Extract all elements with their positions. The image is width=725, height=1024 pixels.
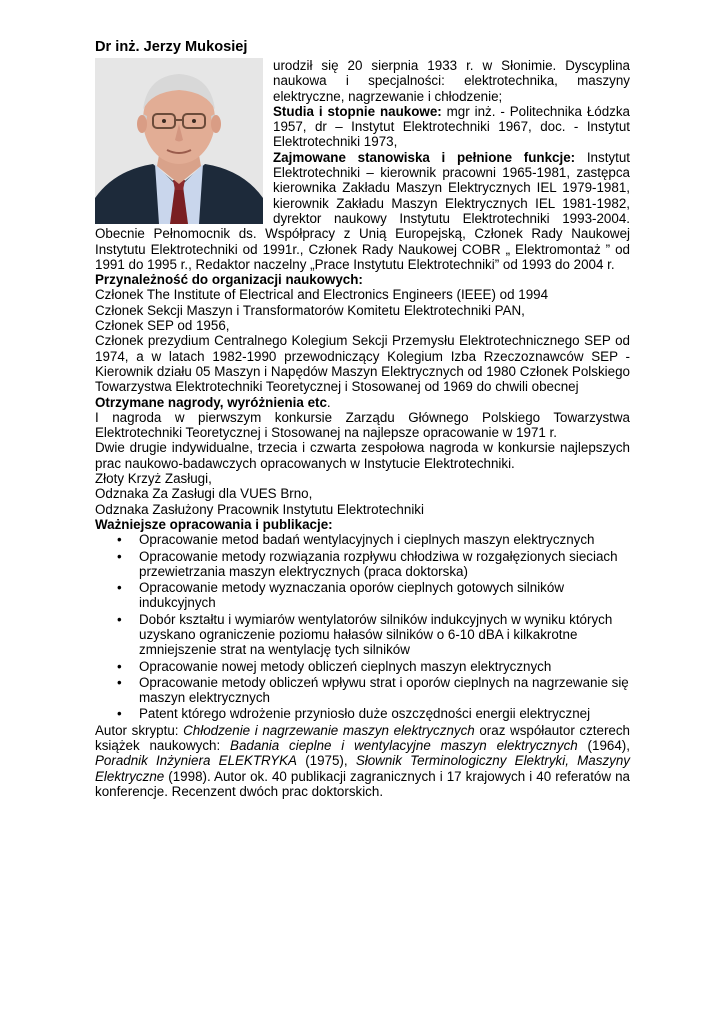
publication-text: Opracowanie metody rozwiązania rozpływu chłodziwa w rozgałęzionych sieciach przewietrzania maszyn elektrycznych (praca doktorska) — [139, 548, 618, 579]
positions-label: Zajmowane stanowiska i pełnione funkcje: — [273, 149, 576, 165]
book-title: Chłodzenie i nagrzewanie maszyn elektrycznych — [183, 722, 475, 738]
award-item: Złoty Krzyż Zasługi, — [95, 471, 212, 487]
book-title: Słownik Terminologiczny Elektryki, Maszyny Elektryczne — [95, 753, 630, 784]
author-text: (1998). Autor ok. 40 publikacji zagranicznych i 17 krajowych i 40 referatów na konferencje. Recenzent dwóch prac doktorskich. — [95, 768, 630, 799]
publication-text: Dobór kształtu i wymiarów wentylatorów silników indukcyjnych w wyniku których uzyskano ograniczenie poziomu hałasów silników o 6-10 dBA i kilkakrotne zmniejszenie strat na wentylację tych silników — [139, 611, 613, 658]
list-item — [117, 658, 630, 674]
author-text: oraz współautor czterech książek naukowych: — [95, 722, 631, 754]
bullet-icon: • — [117, 658, 122, 674]
bullet-icon: • — [117, 674, 122, 690]
award-item: Odznaka Zasłużony Pracownik Instytutu Elektrotechniki — [95, 501, 424, 517]
publications-list — [95, 532, 630, 722]
org-item: Członek The Institute of Electrical and Electronics Engineers (IEEE) od 1994 — [95, 287, 549, 303]
publications-heading: Ważniejsze opracowania i publikacje: — [95, 516, 333, 532]
bullet-icon: • — [117, 580, 122, 596]
studies-label: Studia i stopnie naukowe: — [273, 103, 442, 119]
org-item: Członek prezydium Centralnego Kolegium Sekcji Przemysłu Elektrotechnicznego SEP od 1974, a w latach 1982-1990 przewodniczący Kolegium Izba Rzeczoznawców SEP - Kierownik działu 05 Maszyn i Napędów Maszyn Elektrycznych od 1980 Członek Polskiego Towarzystwa Elektrotechniki Teoretycznej i Stosowanej od 1969 do chwili obecnej — [95, 333, 630, 395]
award-item: I nagroda w pierwszym konkursie Zarządu Głównego Polskiego Towarzystwa Elektrotechniki Teoretycznej i Stosowanej na najlepsze opracowanie w 1971 r. — [95, 409, 630, 441]
portrait-photo — [95, 58, 263, 224]
org-item: Członek SEP od 1956, — [95, 318, 230, 334]
list-item — [117, 674, 630, 706]
publication-text: Opracowanie metody obliczeń wpływu strat i oporów cieplnych na nagrzewanie się maszyn elektrycznych — [139, 674, 629, 706]
book-title: Badania cieplne i wentylacyjne maszyn elektrycznych — [230, 738, 578, 754]
awards-heading: Otrzymane nagrody, wyróżnienia etc — [95, 394, 327, 410]
portrait-illustration — [95, 58, 263, 224]
bullet-icon: • — [117, 611, 122, 627]
author-text: Autor skryptu: — [95, 722, 184, 738]
list-item — [117, 548, 630, 580]
book-title: Poradnik Inżyniera ELEKTRYKA — [95, 753, 297, 769]
publication-text: Opracowanie nowej metody obliczeń cieplnych maszyn elektrycznych — [139, 658, 552, 674]
list-item — [117, 580, 630, 611]
author-paragraph — [95, 723, 630, 799]
list-item — [117, 532, 630, 548]
author-text: (1964), — [577, 738, 630, 754]
author-text: (1975), — [296, 753, 356, 769]
publication-text: Opracowanie metod badań wentylacyjnych i cieplnych maszyn elektrycznych — [139, 532, 595, 548]
bullet-icon: • — [117, 548, 122, 564]
list-item — [117, 611, 630, 658]
studies-text: mgr inż. - Politechnika Łódzka 1957, dr – Instytut Elektrotechniki 1967, doc. - Instytut Elektrotechniki 1973, — [273, 103, 631, 150]
awards-heading-line — [95, 395, 630, 410]
document-page — [95, 38, 630, 799]
publication-text: Opracowanie metody wyznaczania oporów cieplnych gotowych silników indukcyjnych — [139, 580, 564, 611]
awards-heading-dot: . — [326, 394, 331, 410]
bullet-icon: • — [117, 532, 122, 548]
list-item — [117, 706, 630, 722]
org-item: Członek Sekcji Maszyn i Transformatorów Komitetu Elektrotechniki PAN, — [95, 302, 525, 318]
page-title: Dr inż. Jerzy Mukosiej — [95, 39, 248, 55]
organizations-heading: Przynależność do organizacji naukowych: — [95, 272, 363, 288]
award-item: Odznaka Za Zasługi dla VUES Brno, — [95, 486, 313, 502]
bullet-icon: • — [117, 706, 122, 722]
positions-text: Instytut Elektrotechniki – kierownik pracowni 1965-1981, zastępca kierownika Zakładu Maszyn Elektrycznych IEL 1979-1981, kierownik Zakładu Maszyn Elektrycznych IEL 1981-1982, dyrektor naukowy Instytutu Elektrotechniki 1993-2004. Obecnie Pełnomocnik ds. Współpracy z Unią Europejską, Członek Rady Naukowej Instytutu Elektrotechniki od 1991r., Członek Rady Naukowej COBR „ Elektromontaż ” od 1991 do 1995 r., Redaktor naczelny „Prace Instytutu Elektrotechniki” od 1993 do 2004 r. — [95, 149, 630, 272]
publication-text: Patent którego wdrożenie przyniosło duże oszczędności energii elektrycznej — [139, 706, 591, 722]
birth-info: urodził się 20 sierpnia 1933 r. w Słonimie. Dyscyplina naukowa i specjalności: elektrotechnika, maszyny elektryczne, nagrzewanie i chłodzenie; — [273, 58, 630, 104]
award-item: Dwie drugie indywidualne, trzecia i czwarta zespołowa nagroda w konkursie najlepszych prac naukowo-badawczych opracowanych w Instytucie Elektrotechniki. — [95, 440, 630, 471]
